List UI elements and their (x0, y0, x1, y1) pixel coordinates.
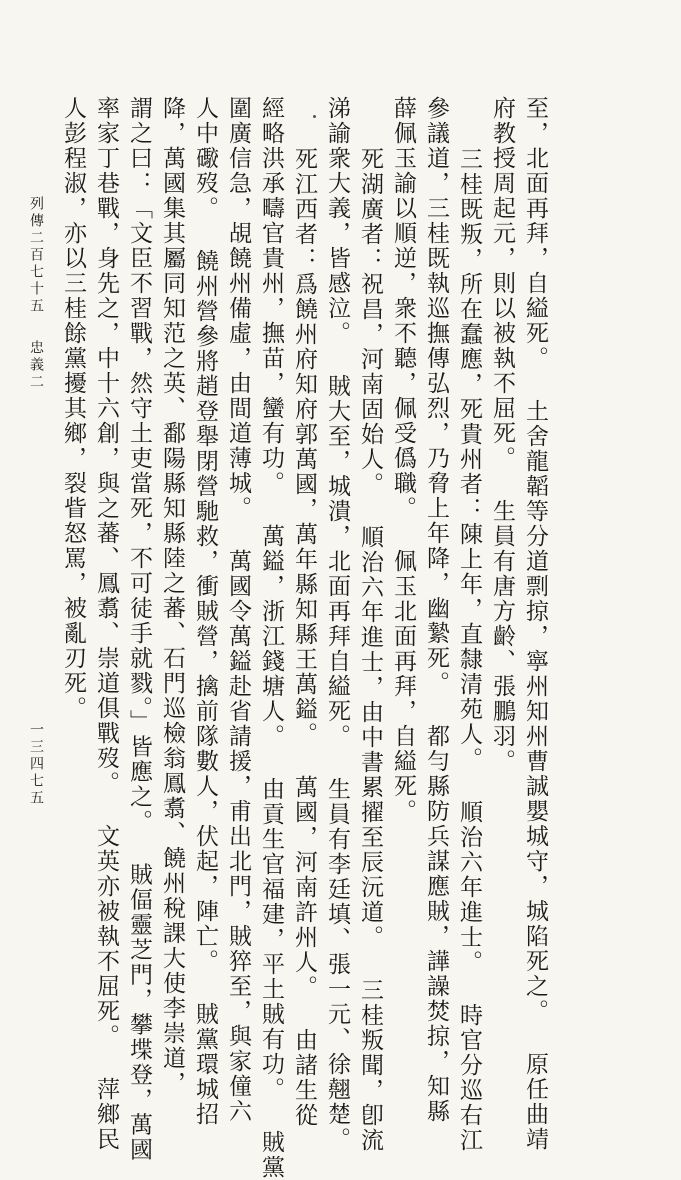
text-column-5: 薛佩玉諭以順逆，衆不聽，佩受僞職。 佩玉北面再拜，自縊死。 (390, 96, 416, 824)
text-column-6: 死湖廣者：祝昌，河南固始人。 順治六年進士，由中書累擢至辰沅道。 三桂叛聞，卽流 (357, 147, 383, 1153)
text-column-2: 府教授周起元，則以被執不屈死。 生員有唐方齡、張鵬羽。 (489, 96, 515, 774)
text-column-8: 死江西者：爲饒州府知府郭萬國，萬年縣知縣王萬鎰。 萬國，河南許州人。 由諸生從 (291, 147, 317, 1128)
text-column-3: 三桂既叛，所在蠢應，死貴州者：陳上年，直隸清苑人。 順治六年進士。 時官分巡右江 (456, 147, 482, 1153)
text-column-10: 圍廣信急，覘饒州備虛，由間道薄城。 萬國令萬鎰赴省請援，甫出北門，賊猝至，與家僮六 (225, 96, 251, 1124)
chapter-title: 列傳二百七十五 (28, 196, 44, 315)
text-column-7: 涕諭衆大義，皆感泣。 賊大至，城潰，北面再拜自縊死。 生員有李廷填、張一元、徐翹楚。 (324, 96, 350, 1152)
text-column-9: 經略洪承疇官貴州，撫苗，蠻有功。 萬鎰，浙江錢塘人。 由貢生官福建，平土賊有功。 賊黨 (258, 96, 284, 1180)
text-column-14: 率家丁巷戰，身先之，中十六創，與之蕃、鳳翥、崇道俱戰歿。 文英亦被執不屈死。 萍鄉民 (93, 96, 119, 1152)
text-column-15: 人彭程淑，亦以三桂餘黨擾其鄉，裂眥怒罵，被亂刃死。 (60, 96, 86, 721)
text-column-13: 謂之曰：「文臣不習戰，然守土吏當死，不可徒手就戮。」皆應之。 賊偪靈芝門，攀堞登，萬國 (126, 96, 152, 1163)
ink-dot (313, 115, 316, 118)
text-column-1: 至，北面再拜，自縊死。 土舍龍韜等分道剽掠，寧州知州曹誠嬰城守，城陷死之。 原任曲靖 (522, 96, 548, 1152)
section-title: 忠義二 (28, 340, 44, 391)
page-number: 一三四七五 (28, 722, 44, 807)
text-column-12: 降，萬國集其屬同知范之英、鄱陽縣知縣陸之蕃、石門巡檢翁鳳翥、饒州稅課大使李崇道， (159, 96, 185, 1096)
text-column-11: 人中礮歿。 饒州營參將趙登舉閉營馳救，衝賊營，擒前隊數人，伏起，陣亡。 賊黨環城招 (192, 96, 218, 1127)
text-column-4: 參議道，三桂既執巡撫傳弘烈，乃脅上年降，幽縶死。 都勻縣防兵謀應賊，譁譟焚掠，知縣 (423, 96, 449, 1124)
